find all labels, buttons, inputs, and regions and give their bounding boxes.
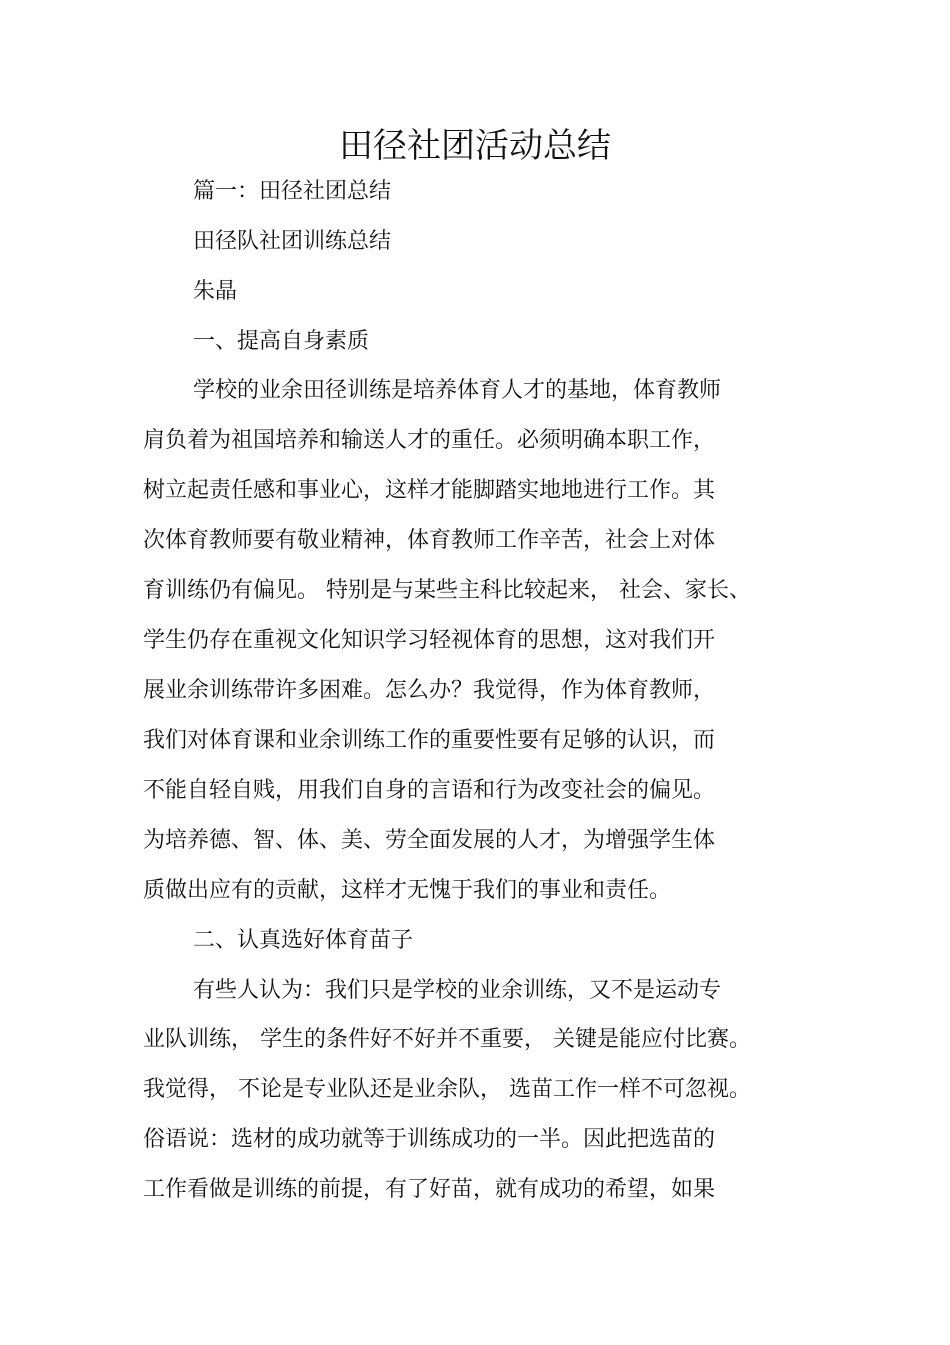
document-title: 田径社团活动总结 <box>339 126 611 166</box>
paragraph-line: 我觉得， 不论是专业队还是业余队， 选苗工作一样不可忽视。 <box>143 1077 751 1102</box>
paragraph-line: 肩负着为祖国培养和输送人才的重任。必须明确本职工作， <box>143 428 716 453</box>
paragraph-line: 俗语说：选材的成功就等于训练成功的一半。因此把选苗的 <box>143 1127 716 1152</box>
paragraph-line: 育训练仍有偏见。 特别是与某些主科比较起来， 社会、家长、 <box>143 578 751 603</box>
section-heading: 篇一：田径社团总结 <box>193 179 392 204</box>
paragraph-line: 业队训练， 学生的条件好不好并不重要， 关键是能应付比赛。 <box>143 1027 751 1052</box>
paragraph-line: 学生仍存在重视文化知识学习轻视体育的思想，这对我们开 <box>143 628 716 653</box>
paragraph-line: 次体育教师要有敬业精神，体育教师工作辛苦，社会上对体 <box>143 528 716 553</box>
paragraph-line: 不能自轻自贱，用我们自身的言语和行为改变社会的偏见。 <box>143 778 716 803</box>
paragraph-line: 质做出应有的贡献，这样才无愧于我们的事业和责任。 <box>143 878 672 903</box>
section-heading: 二、认真选好体育苗子 <box>193 928 414 953</box>
paragraph-line: 为培养德、智、体、美、劳全面发展的人才，为增强学生体 <box>143 828 716 853</box>
paragraph-line: 我们对体育课和业余训练工作的重要性要有足够的认识，而 <box>143 728 716 753</box>
paragraph-line: 学校的业余田径训练是培养体育人才的基地，体育教师 <box>193 378 722 403</box>
paragraph-line: 树立起责任感和事业心，这样才能脚踏实地地进行工作。其 <box>143 478 716 503</box>
section-heading: 一、提高自身素质 <box>193 329 370 354</box>
author-name: 朱晶 <box>193 279 238 304</box>
paragraph-line: 展业余训练带许多困难。怎么办？我觉得，作为体育教师， <box>143 678 716 703</box>
paragraph-line: 有些人认为：我们只是学校的业余训练，又不是运动专 <box>193 978 722 1003</box>
subtitle: 田径队社团训练总结 <box>193 229 392 254</box>
paragraph-line: 工作看做是训练的前提，有了好苗，就有成功的希望，如果 <box>143 1177 716 1202</box>
